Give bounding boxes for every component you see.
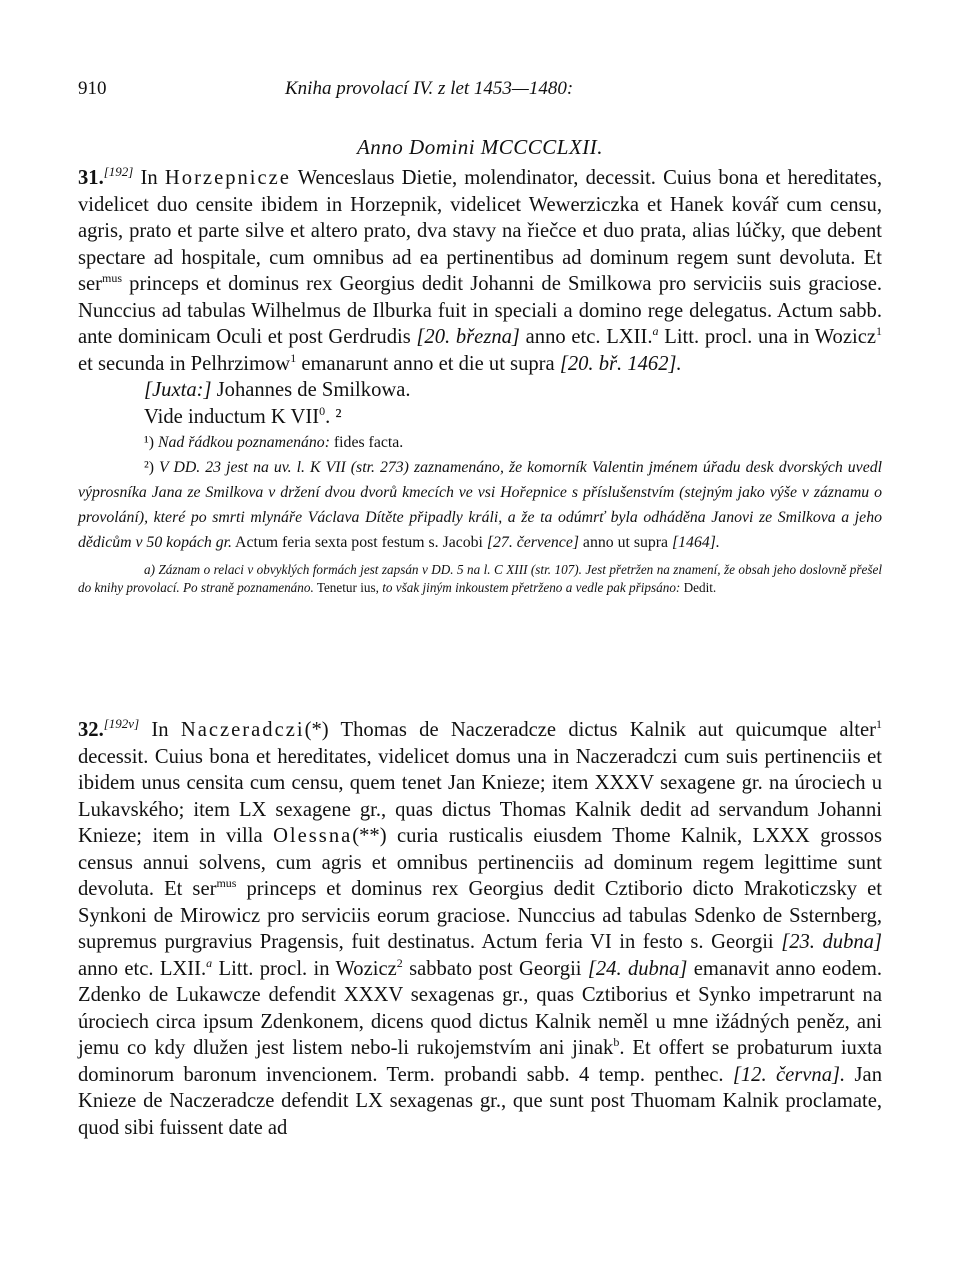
footnote-text: V DD. 23 jest na uv. l. K VII (str. 273) zaznamenáno, že komorník Valentin jménem úřadu desk dvorských uvedl výprosníka Jana ze Smilkova v držení dvou dvorů kmecích ve vsi Hořepnice s příslušenstvím (stejným jako výše v záznamu o provolání), které po smrti mlynáře Václava Dítěte připadly králi, a že ta odúmrť byla odháděna Janovi ze Smilkova a jeho dědicům v 50 kopách gr. <box>78 459 882 551</box>
note-mark: 1 <box>876 717 882 732</box>
footnote-latin: anno ut supra <box>578 534 672 551</box>
vide-text: Vide inductum K VII <box>144 405 320 428</box>
entry-text: (**) curia rusticalis eiusdem Thome Kalnik, LXXX grossos census annui solvens, cum agris et omnibus pertinenciis ad dominum regem legittime sunt devoluta. Et ser <box>78 825 882 900</box>
note-mark: 1 <box>875 324 882 339</box>
entry-text: emanavit anno eodem. Zdenko de Lukawcze defendit XXXV sexagenas gr., quas Cztiborius et Synko impetrarunt na úrociech circa ipsum Zdenkonem, dicens quod dictus Kalnik neměl u mne ižádných peněz, ani jemu co kdy dlužen jest listem nebo-li rukojemstvím ani jinak <box>78 957 883 1059</box>
entry-text: princeps et dominus rex Georgius dedit Johanni de Smilkowa pro serviciis suis graciose. Nunccius ad tabulas Wilhelmus de Ilburka fuit in speciali a domino rege delegatus. Actum sabb. ante dominicam Oculi et post Gerdrudis <box>78 273 882 348</box>
juxta-label: [Juxta:] <box>144 379 212 401</box>
date-editorial: [20. bř. 1462]. <box>559 352 682 375</box>
entry-31-body: 31.[192] In Horzepnicze Wenceslaus Dietie, molendinator, decessit. Cuius bona et hereditates, videlicet duo censite ibidem in Horzepnik, videlicet Wewerziczka et Hanek kovář cum censu, agris, prato et parte silve et altero prato, dva stavy na řiečce et duo prata, alias lúčky, que debent spectare ad hospitale, cum omnibus ad ea pertinentibus ad dominum regem sunt devoluta. Et ser$^{mus}$ princeps et dominus rex Georgius dedit Johanni de Smilkowa pro serviciis suis graciose. Nunccius ad tabulas Wilhelmus de Ilburka fuit in speciali a domino rege delegatus. Actum sabb. ante dominicam Oculi et post Gerdrudis [20. března] anno etc. LXII.$^a$ Litt. procl. una in Wozicz$^1$ et secunda in Pelhrzimow$^1$ emanarunt anno et die ut supra [20. bř. 1462]. <box>78 164 882 375</box>
date-editorial: [1464]. <box>672 534 720 551</box>
vide-line <box>78 404 882 431</box>
entry-number: 32. <box>78 719 104 741</box>
page-number: 910 <box>78 78 107 99</box>
footnote-mark: ²) <box>144 459 154 476</box>
footnote-1 <box>78 430 882 455</box>
footnote-text: Záznam o relaci v obvyklých formách jest zapsán v DD. 5 na l. C XIII (str. 107). Jest přetržen na znamení, že obsah jeho doslovně přešel do knihy provolací. Po straně poznamenáno. <box>78 562 882 595</box>
note-mark: a <box>206 955 213 970</box>
place-name: Horzepnicze <box>164 167 291 189</box>
entry-text: sabbato post Georgii <box>402 957 588 980</box>
note-mark: 2 <box>396 955 403 970</box>
entry-text: anno etc. LXII. <box>519 326 653 348</box>
running-title: Kniha provolací IV. z let 1453—1480: <box>285 78 574 99</box>
entry-31 <box>78 165 882 597</box>
superscript: mus <box>216 876 237 891</box>
footnote-a <box>78 561 882 597</box>
footnote-latin: Actum feria sexta post festum s. Jacobi <box>231 534 487 551</box>
entry-number: 31. <box>78 167 104 189</box>
footnote-text: Nad řádkou poznamenáno: <box>157 434 330 451</box>
folio-ref: [192] <box>103 164 134 180</box>
date-editorial: [23. dubna] <box>781 931 882 953</box>
note-mark: b <box>613 1035 620 1050</box>
date-editorial: [24. dubna] <box>587 957 688 980</box>
entry-text: Wenceslaus Dietie, molendinator, decessit. Cuius bona et hereditates, videlicet duo censite ibidem in Horzepnik, videlicet Wewerziczka et Hanek kovář cum censu, agris, prato et parte silve et altero prato, dva stavy na řiečce et duo prata, alias lúčky, que debent spectare ad hospitale, cum omnibus ad ea pertinentibus ad dominum regem sunt devoluta. Et ser <box>78 167 882 295</box>
footnote-mark: ¹) <box>144 434 154 451</box>
entry-text: Litt. procl. in Wozicz <box>212 957 397 980</box>
section-title: Anno Domini MCCCCLXII. <box>356 135 604 159</box>
entry-text: decessit. Cuius bona et hereditates, videlicet domus una in Naczeradczi cum suis pertinenciis et ibidem unus censita cum censu, quem tenet Jan Knieze; item XXXV sexagene gr. na úrociech u Lukavského; item LX sexagene gr., quas dictus Thomas Kalnik dedit ad servandum Johanni Knieze; item in villa <box>78 745 882 847</box>
entry-32 <box>78 717 882 1141</box>
footnote-latin: Dedit. <box>680 580 717 595</box>
entry-text: et secunda in Pelhrzimow <box>78 352 291 375</box>
entry-text: emanarunt anno et die ut supra <box>296 352 560 375</box>
entry-text: Jan Knieze de Naczeradcze defendit LX sexagenas gr., que sunt post Thuomam Kalnik proclamate, quod sibi fuissent date ad <box>78 1063 882 1139</box>
superscript: 0 <box>319 403 326 418</box>
footnote-text: to však jiným inkoustem přetrženo a vedle pak připsáno: <box>378 580 681 595</box>
footnote-latin: Tenetur ius, <box>313 580 379 595</box>
folio-ref: [192v] <box>103 716 140 732</box>
juxta-line <box>78 377 882 404</box>
place-name: Olessna <box>273 825 353 847</box>
date-editorial: [12. června]. <box>732 1063 846 1086</box>
entry-text: Litt. procl. una in Wozicz <box>658 326 876 348</box>
entry-text: . Et offert se probaturum iuxta dominorum baronum invencionem. Term. probandi sabb. 4 temp. penthec. <box>78 1037 882 1086</box>
footnote-mark: a) <box>144 562 155 577</box>
place-name: Naczeradczi <box>180 719 305 741</box>
footnote-2 <box>78 455 882 555</box>
juxta-text: Johannes de Smilkowa. <box>211 379 411 401</box>
entry-text: anno etc. LXII. <box>78 957 207 980</box>
note-mark: 1 <box>290 350 297 365</box>
footnote-text: fides facta. <box>329 434 404 451</box>
date-editorial: [20. března] <box>416 326 520 348</box>
superscript: mus <box>102 271 123 286</box>
date-editorial: [27. července] <box>486 534 579 551</box>
entry-32-body: 32.[192v] In Naczeradczi(*) Thomas de Naczeradcze dictus Kalnik aut quicumque alter$^1$ decessit. Cuius bona et hereditates, videlicet domus una in Naczeradczi cum suis pertinenciis et ibidem unus censita cum censu, quem tenet Jan Knieze; item XXXV sexagene gr. na úrociech u Lukavského; item LX sexagene gr., quas dictus Thomas Kalnik dedit ad servandum Johanni Knieze; item in villa Olessna(**) curia rusticalis eiusdem Thome Kalnik, LXXX grossos census annui solvens, cum agris et omnibus pertinenciis ad dominum regem legittime sunt devoluta. Et ser$^{mus}$ princeps et dominus rex Georgius dedit Cztiborio dicto Mrakoticzsky et Synkoni de Mirowicz pro serviciis eorum graciose. Nunccius ad tabulas Sdenko de Ssternberg, supremus purgravius Pragensis, fuit destinatus. Actum feria VI in festo s. Georgii [23. dubna] anno etc. LXII.$^a$ Litt. procl. in Wozicz$^2$ sabbato post Georgii [24. dubna] emanavit anno eodem. Zdenko de Lukawcze defendit XXXV sexagenas gr., quas Cztiborius et Synko impetrarunt na úrociech circa ipsum Zdenkonem, dicens quod dictus Kalnik neměl u mne ižádných peněz, ani jemu co kdy dlužen jest listem nebo-li rukojemstvím ani jinak$^b$. Et offert se probaturum iuxta dominorum baronum invencionem. Term. probandi sabb. 4 temp. penthec. [12. června]. Jan Knieze de Naczeradcze defendit LX sexagenas gr., que sunt post Thuomam Kalnik proclamate, quod sibi fuissent date ad <box>78 716 883 1139</box>
entry-text: princeps et dominus rex Georgius dedit Cztiborio dicto Mrakoticzsky et Synkoni de Mirowicz pro serviciis eorum graciose. Nunccius ad tabulas Sdenko de Ssternberg, supremus purgravius Pragensis, fuit destinatus. Actum feria VI in festo s. Georgii <box>78 878 882 953</box>
entry-text: (*) Thomas de Naczeradcze dictus Kalnik aut quicumque alter <box>304 719 876 741</box>
note-mark: a <box>652 324 659 339</box>
vide-end: . ² <box>325 405 342 428</box>
